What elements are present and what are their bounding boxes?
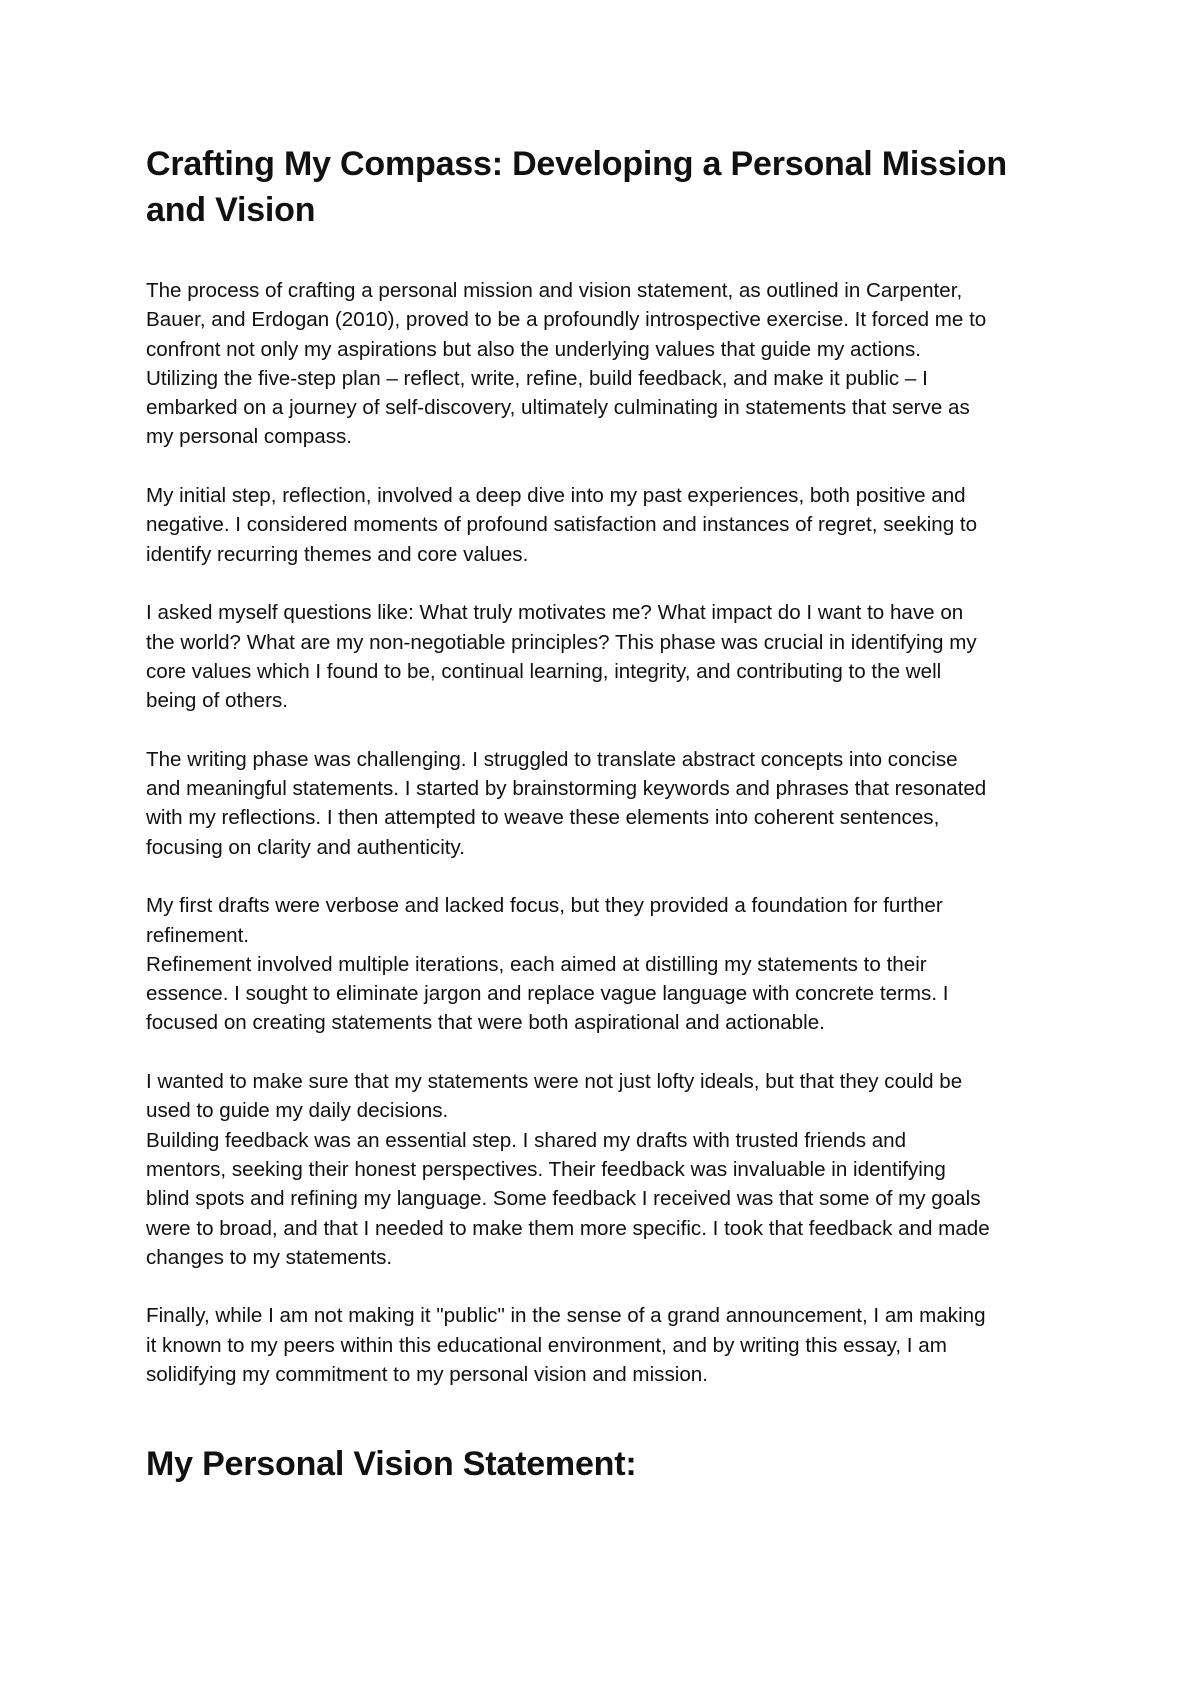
- text-line: My first drafts were verbose and lacked focus, but they provided a foundation for further: [146, 894, 943, 918]
- text-line: The process of crafting a personal mission and vision statement, as outlined in Carpenter,: [146, 279, 963, 302]
- text-line: core values which I found to be, continual learning, integrity, and contributing to the well: [146, 659, 942, 683]
- paragraph-feedback: [146, 1067, 1072, 1272]
- paragraph-refinement: [146, 891, 1072, 1037]
- text-line: focused on creating statements that were both aspirational and actionable.: [146, 1011, 825, 1035]
- title-line: and Vision: [146, 191, 316, 229]
- text-line: being of others.: [146, 689, 288, 713]
- text-line: Building feedback was an essential step. I shared my drafts with trusted friends and: [146, 1128, 907, 1152]
- text-line: mentors, seeking their honest perspectives. Their feedback was invaluable in identifying: [146, 1157, 946, 1181]
- title-line: Crafting My Compass: Developing a Personal Mission: [146, 145, 1007, 183]
- text-line: with my reflections. I then attempted to weave these elements into coherent sentences,: [146, 806, 940, 830]
- paragraph-intro: [146, 276, 1072, 452]
- document-title: [146, 141, 1072, 233]
- text-line: changes to my statements.: [146, 1245, 393, 1269]
- text-line: Utilizing the five-step plan – reflect, write, refine, build feedback, and make it public – I: [146, 366, 928, 390]
- paragraph-questions: [146, 598, 1072, 715]
- text-line: Finally, while I am not making it "public" in the sense of a grand announcement, I am making: [146, 1304, 986, 1328]
- text-line: I wanted to make sure that my statements were not just lofty ideals, but that they could be: [146, 1070, 963, 1094]
- text-line: focusing on clarity and authenticity.: [146, 835, 466, 859]
- text-line: confront not only my aspirations but also the underlying values that guide my actions.: [146, 337, 921, 361]
- text-line: solidifying my commitment to my personal vision and mission.: [146, 1362, 708, 1386]
- text-line: embarked on a journey of self-discovery, ultimately culminating in statements that serve as: [146, 396, 970, 420]
- text-line: refinement.: [146, 923, 250, 947]
- paragraph-reflection: [146, 481, 1072, 569]
- text-line: it known to my peers within this educational environment, and by writing this essay, I am: [146, 1333, 947, 1357]
- text-line: Refinement involved multiple iterations, each aimed at distilling my statements to their: [146, 952, 927, 976]
- text-line: and meaningful statements. I started by brainstorming keywords and phrases that resonated: [146, 777, 987, 801]
- text-line: were to broad, and that I needed to make them more specific. I took that feedback and made: [146, 1216, 990, 1240]
- section-heading-vision: My Personal Vision Statement:: [146, 1445, 637, 1484]
- text-line: the world? What are my non-negotiable principles? This phase was crucial in identifying my: [146, 630, 977, 654]
- text-line: used to guide my daily decisions.: [146, 1099, 449, 1123]
- text-line: The writing phase was challenging. I struggled to translate abstract concepts into concise: [146, 747, 958, 771]
- document-body: [146, 141, 1072, 1487]
- text-line: my personal compass.: [146, 425, 353, 449]
- text-line: I asked myself questions like: What truly motivates me? What impact do I want to have on: [146, 601, 964, 625]
- text-line: My initial step, reflection, involved a deep dive into my past experiences, both positive and: [146, 484, 966, 508]
- text-line: essence. I sought to eliminate jargon and replace vague language with concrete terms. I: [146, 982, 949, 1006]
- paragraph-writing: [146, 745, 1072, 862]
- text-line: Bauer, and Erdogan (2010), proved to be a profoundly introspective exercise. It forced me to: [146, 308, 987, 332]
- paragraph-public: [146, 1301, 1072, 1389]
- text-line: identify recurring themes and core values.: [146, 542, 529, 566]
- text-line: negative. I considered moments of profound satisfaction and instances of regret, seeking to: [146, 513, 978, 537]
- text-line: blind spots and refining my language. Some feedback I received was that some of my goals: [146, 1187, 981, 1211]
